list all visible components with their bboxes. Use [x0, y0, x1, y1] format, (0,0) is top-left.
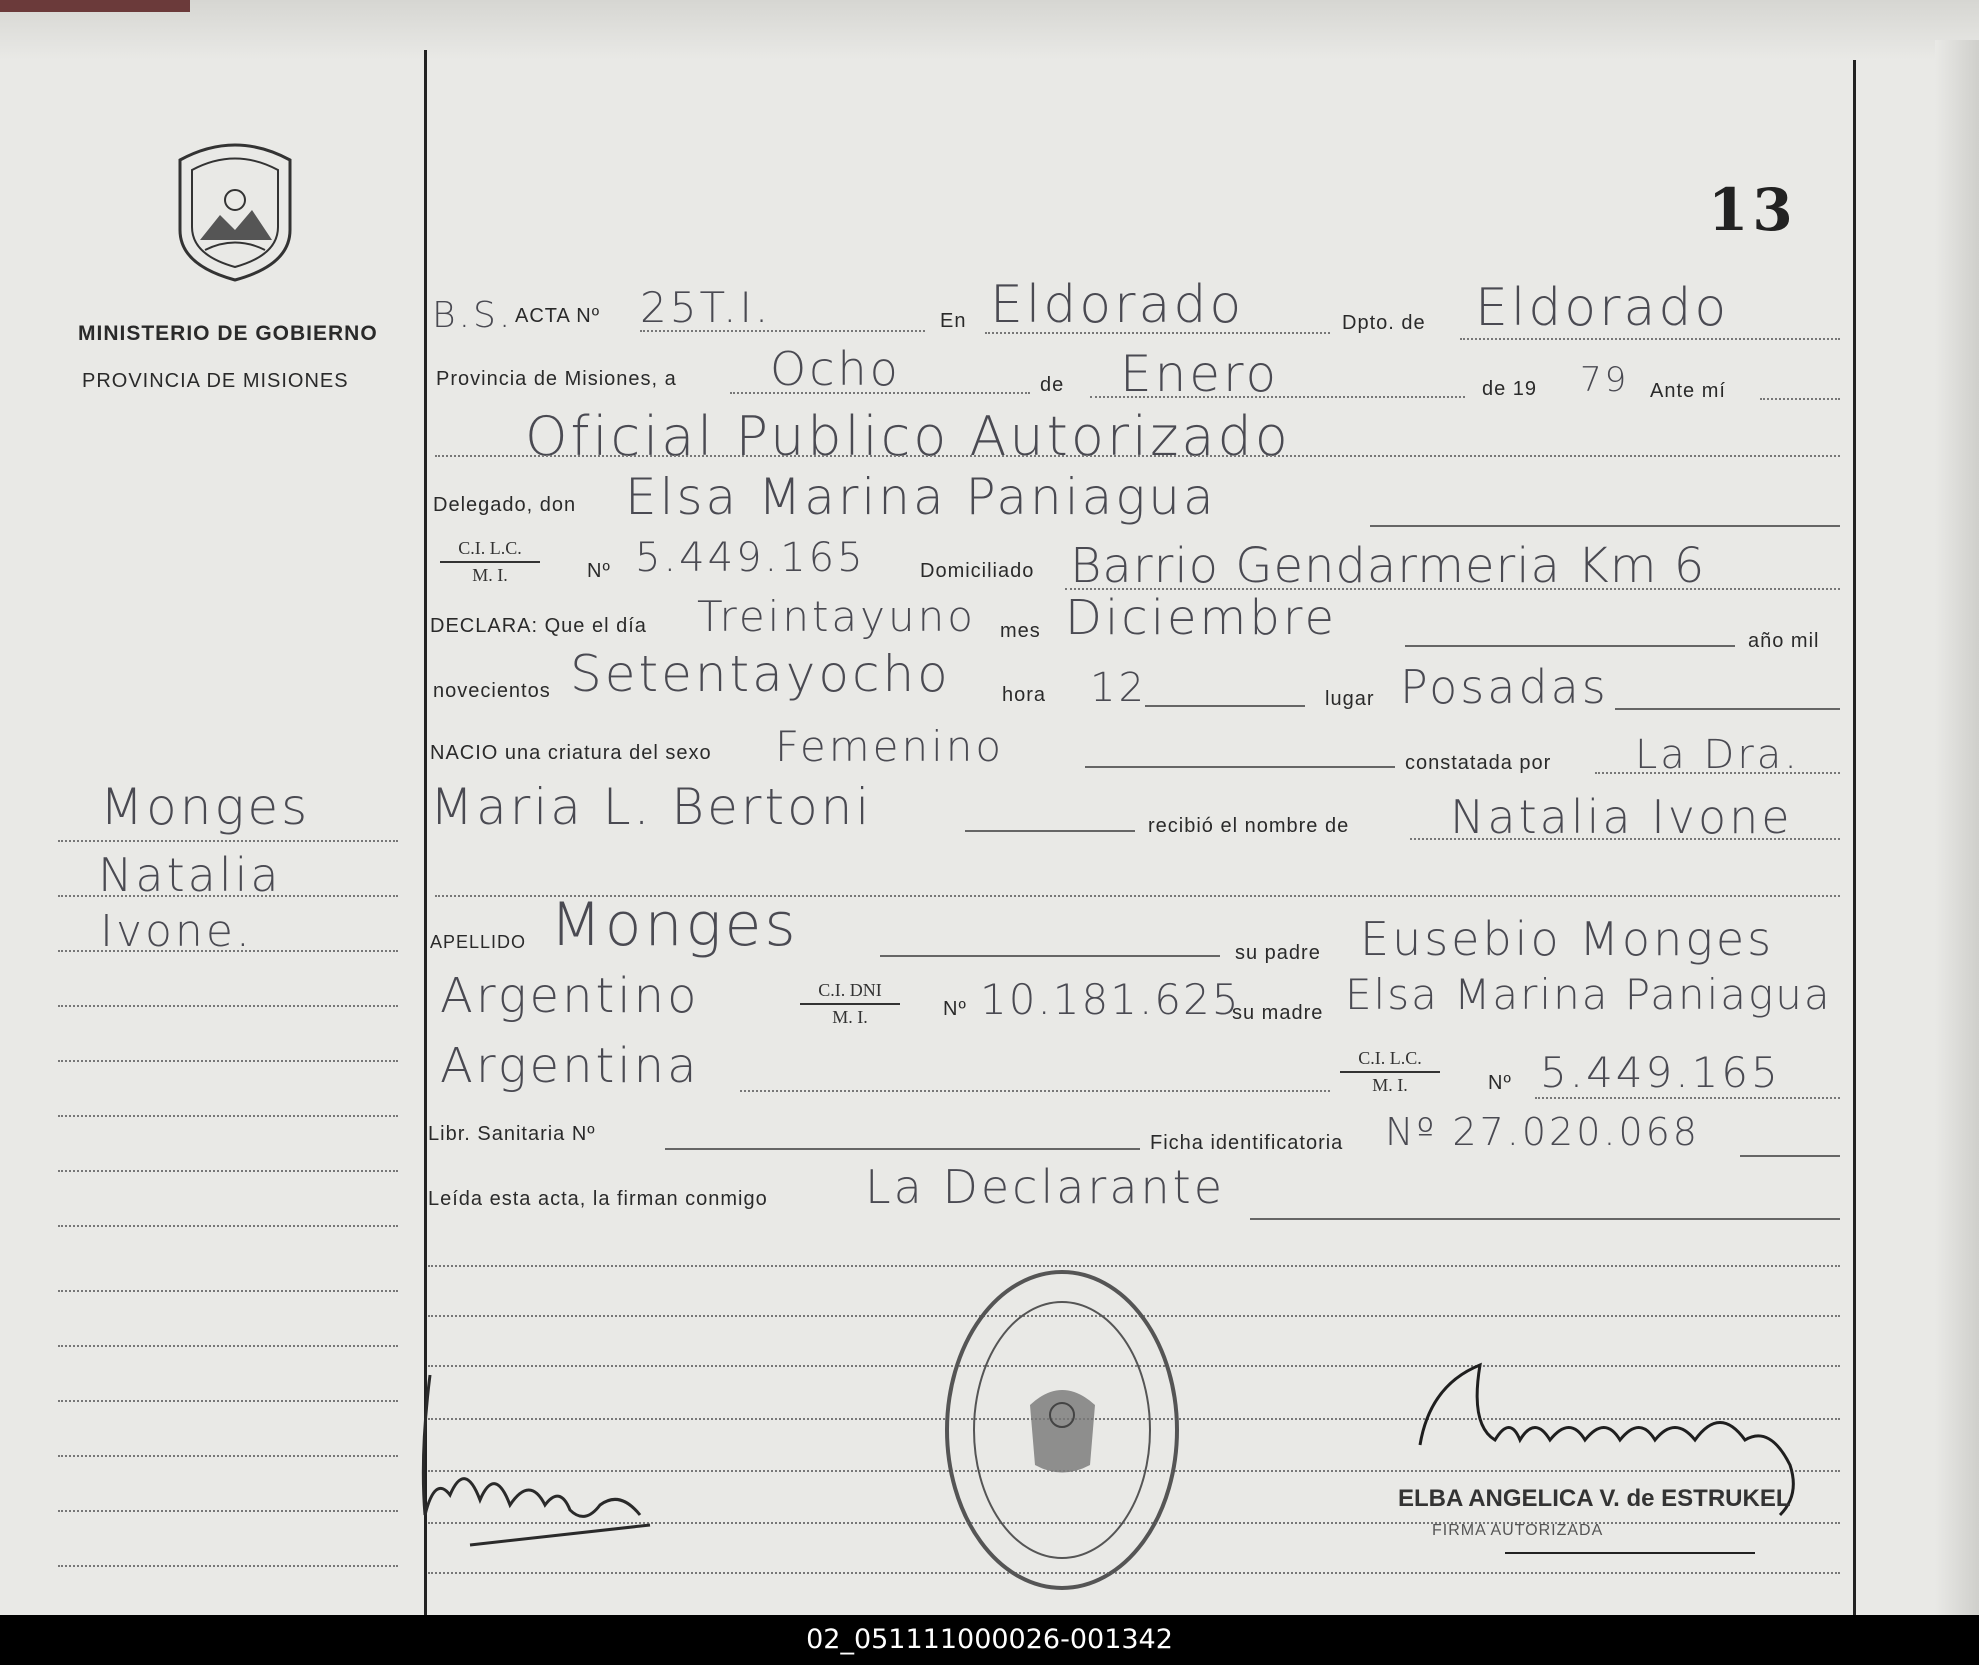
label-en: En — [940, 310, 967, 332]
value-oficial: Oficial Publico Autorizado — [525, 405, 1291, 468]
value-delegado: Elsa Marina Paniagua — [625, 468, 1217, 526]
province-seal-icon — [160, 135, 310, 285]
label-acta: ACTA Nº — [515, 305, 601, 327]
label-nro-1: Nº — [587, 560, 611, 582]
value-constatada-2: Maria L. Bertoni — [430, 778, 873, 836]
label-libr: Libr. Sanitaria Nº — [428, 1123, 596, 1145]
label-nro-3: Nº — [1488, 1072, 1512, 1094]
signatory-title: FIRMA AUTORIZADA — [1432, 1522, 1604, 1539]
value-madre: Elsa Marina Paniagua — [1345, 970, 1832, 1019]
label-su-madre: su madre — [1232, 1002, 1324, 1024]
value-dia-nac: Treintayuno — [697, 592, 976, 641]
value-constatada-1: La Dra. — [1635, 732, 1800, 778]
page-top-shadow — [0, 0, 1979, 60]
label-anio-mil: año mil — [1748, 630, 1820, 652]
doc-type-1 — [440, 538, 540, 586]
margin-firstname: Natalia — [98, 848, 282, 902]
doc-type-3-bottom: M. I. — [1372, 1075, 1408, 1095]
declarant-signature-icon — [410, 1365, 670, 1565]
value-apellido: Monges — [550, 890, 799, 960]
scan-id-footer: 02_051111000026-001342 — [0, 1615, 1979, 1665]
value-doc-nro-2: 10.181.625 — [980, 975, 1241, 1024]
value-mes: Enero — [1120, 345, 1280, 403]
value-domicilio: Barrio Gendarmeria Km 6 — [1070, 538, 1706, 594]
value-dia: Ocho — [770, 342, 901, 396]
label-constatada: constatada por — [1405, 752, 1552, 774]
doc-type-1-top: C.I. L.C. — [440, 538, 540, 563]
province-heading: PROVINCIA DE MISIONES — [82, 370, 349, 392]
label-leida: Leída esta acta, la firman conmigo — [428, 1188, 768, 1210]
value-mes-nac: Diciembre — [1065, 590, 1337, 646]
label-apellido: APELLIDO — [430, 932, 527, 952]
value-hora: 12 — [1090, 665, 1147, 711]
value-padre: Eusebio Monges — [1360, 912, 1775, 966]
label-declara: DECLARA: Que el día — [430, 615, 647, 637]
label-lugar: lugar — [1325, 688, 1375, 710]
value-anio: 79 — [1580, 360, 1630, 400]
right-border — [1853, 60, 1856, 1615]
value-lugar: Posadas — [1400, 660, 1609, 714]
registry-stamp-icon — [940, 1265, 1185, 1595]
label-provincia: Provincia de Misiones, a — [436, 368, 677, 390]
page-number: 13 — [1708, 176, 1797, 244]
doc-type-2-bottom: M. I. — [832, 1007, 868, 1027]
label-delegado: Delegado, don — [433, 494, 577, 516]
value-acta-nro: 25T.I. — [640, 283, 772, 332]
ministry-heading: MINISTERIO DE GOBIERNO — [78, 322, 378, 345]
label-su-padre: su padre — [1235, 942, 1321, 964]
value-nombre: Natalia Ivone — [1450, 790, 1793, 844]
binding-edge — [0, 0, 190, 12]
value-sexo: Femenino — [775, 722, 1005, 771]
value-doc-nro-3: 5.449.165 — [1540, 1048, 1781, 1097]
doc-type-3-top: C.I. L.C. — [1340, 1048, 1440, 1073]
signatory-name: ELBA ANGELICA V. de ESTRUKEL — [1398, 1485, 1791, 1512]
page-right-edge — [1935, 40, 1979, 1615]
value-doc-nro-1: 5.449.165 — [635, 535, 866, 581]
value-madre-nac: Argentina — [440, 1038, 700, 1094]
label-hora: hora — [1002, 684, 1047, 706]
value-padre-nac: Argentino — [440, 968, 700, 1024]
value-en: Eldorado — [990, 275, 1245, 335]
value-dpto: Eldorado — [1475, 278, 1730, 338]
label-nro-2: Nº — [943, 998, 967, 1020]
label-dpto: Dpto. de — [1342, 312, 1426, 334]
label-ficha: Ficha identificatoria — [1150, 1132, 1344, 1154]
label-nacio: NACIO una criatura del sexo — [430, 742, 712, 764]
label-recibio: recibió el nombre de — [1148, 815, 1350, 837]
doc-type-3 — [1340, 1048, 1440, 1096]
doc-type-2 — [800, 980, 900, 1028]
label-novecientos: novecientos — [433, 680, 551, 702]
label-de19: de 19 — [1482, 378, 1538, 400]
label-mes: mes — [1000, 620, 1041, 642]
value-ficha: Nº 27.020.068 — [1385, 1110, 1700, 1154]
label-ante-mi: Ante mí — [1650, 380, 1726, 402]
doc-type-2-top: C.I. DNI — [800, 980, 900, 1005]
value-anio-nac: Setentayocho — [570, 645, 951, 703]
margin-surname: Monges — [100, 778, 311, 836]
margin-middlename: Ivone. — [100, 906, 253, 957]
prefix-bs: B.S. — [432, 295, 514, 336]
label-domiciliado: Domiciliado — [920, 560, 1035, 582]
value-firman: La Declarante — [865, 1160, 1226, 1214]
label-de: de — [1040, 374, 1065, 396]
doc-type-1-bottom: M. I. — [472, 565, 508, 585]
